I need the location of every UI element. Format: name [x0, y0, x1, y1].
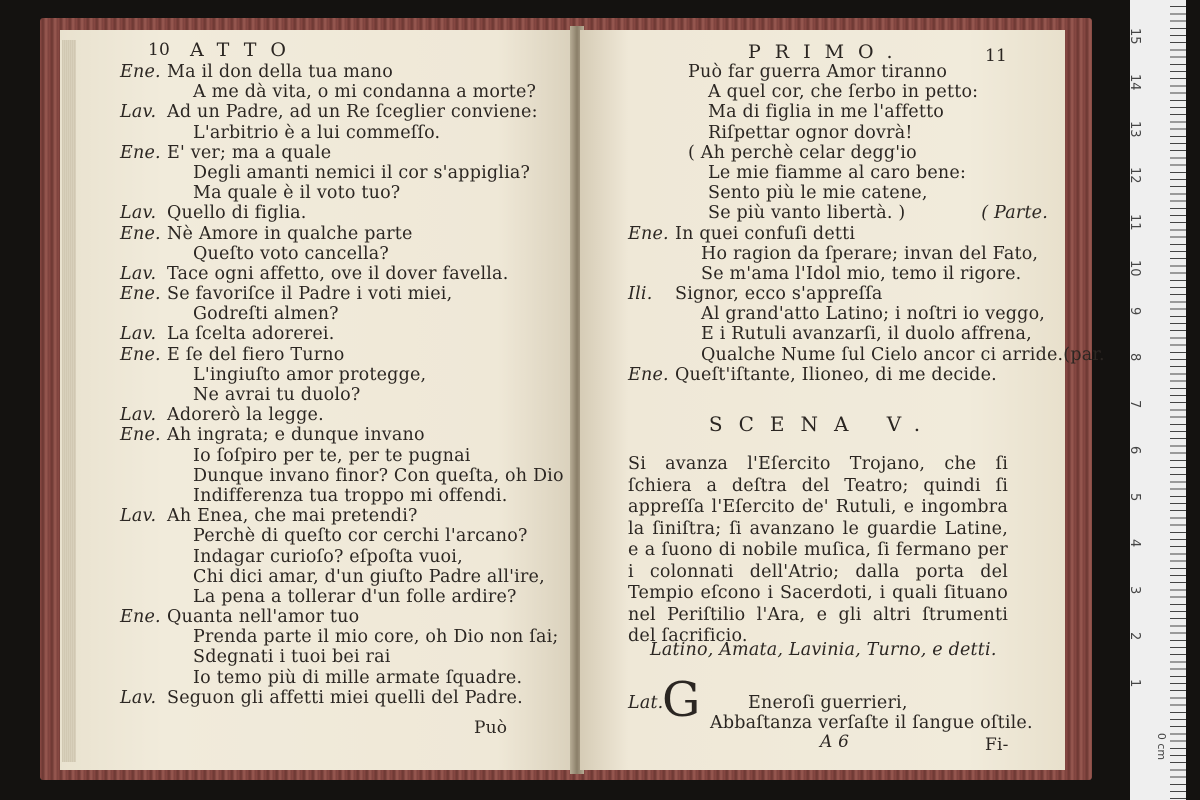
ruler-number: 7 [1127, 399, 1142, 408]
ruler-number: 5 [1127, 492, 1142, 501]
line-text: Eneroſi guerrieri, [748, 693, 908, 713]
catchword: Può [474, 718, 508, 738]
line-text: Adorerò la legge. [167, 405, 324, 426]
line-text: Ne avrai tu duolo? [193, 385, 361, 405]
line-text: Godreſti almen? [193, 304, 339, 325]
ruler-number: 11 [1127, 213, 1142, 231]
text-line [120, 547, 560, 567]
text-line [628, 365, 1048, 385]
ruler-number: 6 [1127, 446, 1142, 455]
text-line [120, 224, 560, 244]
speaker: Ene. [120, 284, 161, 305]
dialogue-lines [628, 62, 1105, 385]
ruler-number: 9 [1127, 306, 1142, 315]
scene-heading: SCENA V. [708, 412, 937, 436]
speaker: Ene. [120, 607, 161, 628]
ruler-number: 13 [1127, 120, 1142, 138]
speaker: Lav. [120, 405, 157, 426]
speaker: Ene. [120, 142, 161, 163]
speaker: Ene. [120, 344, 161, 365]
line-text: Ma quale è il voto tuo? [193, 183, 401, 204]
line-text: L'arbitrio è a lui commeſſo. [193, 122, 441, 143]
speaker: Lav. [120, 687, 157, 708]
ruler-number: 3 [1127, 585, 1142, 594]
line-text: Ma di figlia in me l'affetto [708, 102, 945, 123]
text-line [628, 224, 1048, 244]
text-line [120, 284, 560, 304]
line-text: Al grand'atto Latino; i noſtri io veggo, [701, 304, 1046, 325]
line-text: Se favoriſce il Padre i voti miei, [167, 284, 453, 305]
line-text: Quanta nell'amor tuo [167, 607, 360, 628]
speaker: Lav. [120, 203, 157, 224]
text-line [120, 446, 560, 466]
line-text: Ho ragion da ſperare; invan del Fato, [701, 243, 1039, 264]
text-line [120, 183, 560, 203]
final-line [628, 693, 1048, 713]
aria-line [628, 143, 1048, 163]
text-line [120, 203, 560, 223]
line-text: A me dà vita, o mi condanna a morte? [193, 82, 537, 103]
line-text: In quei confuſi detti [675, 223, 856, 244]
running-title: PRIMO. [748, 41, 907, 63]
aria-line [628, 102, 1048, 122]
line-text: ( Ah perchè celar degg'io [688, 142, 917, 163]
line-text: Abbaſtanza verſaſte il ſangue oſtile. [710, 713, 1033, 733]
text-line [120, 526, 560, 546]
line-text: Ad un Padre, ad un Re ſceglier conviene: [167, 102, 538, 123]
line-text: Degli amanti nemici il cor s'appiglia? [193, 162, 531, 183]
speaker: Lav. [120, 102, 157, 123]
line-text: L'ingiuſto amor protegge, [193, 364, 427, 385]
text-line [120, 143, 560, 163]
line-text: A quel cor, che ſerbo in petto: [708, 82, 979, 103]
aria-line [628, 82, 1048, 102]
ruler-number: 2 [1127, 632, 1142, 641]
text-line [628, 264, 1048, 284]
text-line [120, 365, 560, 385]
text-line [120, 465, 564, 486]
text-line [120, 304, 560, 324]
text-line [120, 62, 560, 82]
line-text: Indifferenza tua troppo mi offendi. [193, 485, 508, 506]
line-text: Chi dici amar, d'un giuſto Padre all'ire, [193, 566, 545, 587]
ruler-number: 10 [1127, 260, 1142, 277]
line-text: Le mie fiamme al caro bene: [708, 162, 967, 183]
text-line [120, 244, 560, 264]
line-text: Quello di figlia. [167, 203, 307, 224]
line-text: Perchè di queſto cor cerchi l'arcano? [193, 526, 528, 547]
speaker: Ene. [628, 223, 669, 244]
aria-line [628, 123, 1048, 143]
text-line [120, 264, 560, 284]
line-text: Nè Amore in qualche parte [167, 223, 413, 244]
text-line [120, 607, 560, 627]
aria-line [628, 62, 1048, 82]
speaker: Ene. [120, 425, 161, 446]
line-text: La ſcelta adorerei. [167, 324, 335, 345]
text-line [120, 82, 560, 102]
ruler-number: 4 [1127, 539, 1142, 548]
final-line [628, 713, 1048, 733]
speaker: Ili. [628, 284, 653, 305]
ruler-number: 1 [1127, 678, 1142, 687]
text-line [628, 244, 1048, 264]
page-number: 10 [148, 40, 171, 60]
line-text: E ſe del fiero Turno [167, 344, 345, 365]
text-line [628, 304, 1048, 324]
page-edges [62, 40, 76, 762]
text-line [120, 345, 560, 365]
line-text: Signor, ecco s'appreſſa [675, 284, 883, 305]
speaker: Lav. [120, 506, 157, 527]
text-line [120, 405, 560, 425]
text-line [120, 647, 560, 667]
line-text: Tace ogni affetto, ove il dover favella. [167, 263, 509, 284]
ruler-number: 12 [1127, 167, 1142, 184]
text-line [628, 284, 1048, 304]
line-text: La pena a tollerar d'un folle ardire? [193, 586, 517, 607]
line-text: Io temo più di mille armate ſquadre. [193, 667, 523, 688]
stage-direction: Si avanza l'Eſercito Trojano, che ſi ſchiera a deſtra del Teatro; quindi ſi appreſſa l'Eſercito de' Rutuli, e ingombra la ſiniſtra; ſi avanzano le guardie Latine, e a ſuono di nobile muſica, ſi fermano per i colonnati dell'Atrio; dalla porta del Tempio eſcono i Sacerdoti, i quali ſituano nel Periſtilio l'Ara, e gli altri ſtrumenti del ſacrificio. [628, 454, 1008, 646]
aria-line [628, 163, 1048, 183]
aria-line [628, 203, 1048, 223]
text-line [120, 567, 560, 587]
speaker: Lav. [120, 263, 157, 284]
line-text: Qualche Nume ſul Cielo ancor ci arride.(par. [701, 344, 1105, 365]
line-text: Io ſoſpiro per te, per te pugnai [193, 445, 471, 466]
left-page [60, 30, 575, 770]
speaker: Lav. [120, 324, 157, 345]
text-line [120, 506, 560, 526]
text-line [120, 163, 560, 183]
dialogue-lines [120, 62, 564, 708]
ruler-unit: 0 cm [1155, 732, 1169, 761]
line-text: Indagar curioſo? eſpoſta vuoi, [193, 546, 463, 567]
page-number: 11 [984, 46, 1007, 66]
line-text: Se m'ama l'Idol mio, temo il rigore. [701, 263, 1022, 284]
line-text: Queſt'iſtante, Ilioneo, di me decide. [675, 364, 997, 385]
line-text: Può far guerra Amor tiranno [688, 62, 948, 82]
line-text: Ah ingrata; e dunque invano [167, 425, 425, 446]
line-text: Seguon gli affetti miei quelli del Padre. [167, 687, 523, 708]
line-text: Riſpettar ognor dovrà! [708, 122, 913, 143]
text-line [120, 668, 560, 688]
text-line [120, 627, 560, 647]
speaker: Ene. [120, 223, 161, 244]
exit-direction: ( Parte. [981, 203, 1048, 224]
persons-list: Latino, Amata, Lavinia, Turno, e detti. [650, 640, 997, 660]
running-title: ATTO [190, 39, 300, 61]
speaker: Ene. [628, 364, 669, 385]
ruler-number: 14 [1127, 74, 1142, 91]
ruler-number: 8 [1127, 353, 1142, 362]
catchword: Fi- [985, 735, 1009, 755]
text-line [120, 688, 560, 708]
text-line [120, 123, 560, 143]
text-line [120, 102, 560, 122]
signature-mark: A 6 [820, 732, 850, 752]
text-line [120, 385, 560, 405]
ruler-ticks [1170, 0, 1186, 800]
speaker: Ene. [120, 62, 161, 82]
line-text: E i Rutuli avanzarſi, il duolo affrena, [701, 324, 1032, 345]
text-line [120, 425, 560, 445]
line-text: Queſto voto cancella? [193, 243, 390, 264]
text-line [120, 324, 560, 344]
text-line [120, 486, 560, 506]
speaker: Lat. [628, 693, 664, 713]
line-text: E' ver; ma a quale [167, 142, 332, 163]
right-page [580, 30, 1105, 770]
line-text: Sdegnati i tuoi bei rai [193, 647, 391, 668]
line-text: Prenda parte il mio core, oh Dio non ſai; [193, 627, 559, 648]
line-text: Sento più le mie catene, [708, 183, 928, 204]
line-text: Ma il don della tua mano [167, 62, 393, 82]
text-line [628, 324, 1048, 344]
aria-line [628, 183, 1048, 203]
line-text: Ah Enea, che mai pretendi? [167, 506, 418, 527]
drop-cap: G [662, 672, 701, 728]
ruler-number: 15 [1127, 27, 1142, 45]
line-text: Se più vanto libertà. ) [708, 203, 906, 224]
text-line [628, 344, 1105, 365]
text-line [120, 587, 560, 607]
line-text: Dunque invano finor? Con queſta, oh Dio [193, 465, 564, 486]
